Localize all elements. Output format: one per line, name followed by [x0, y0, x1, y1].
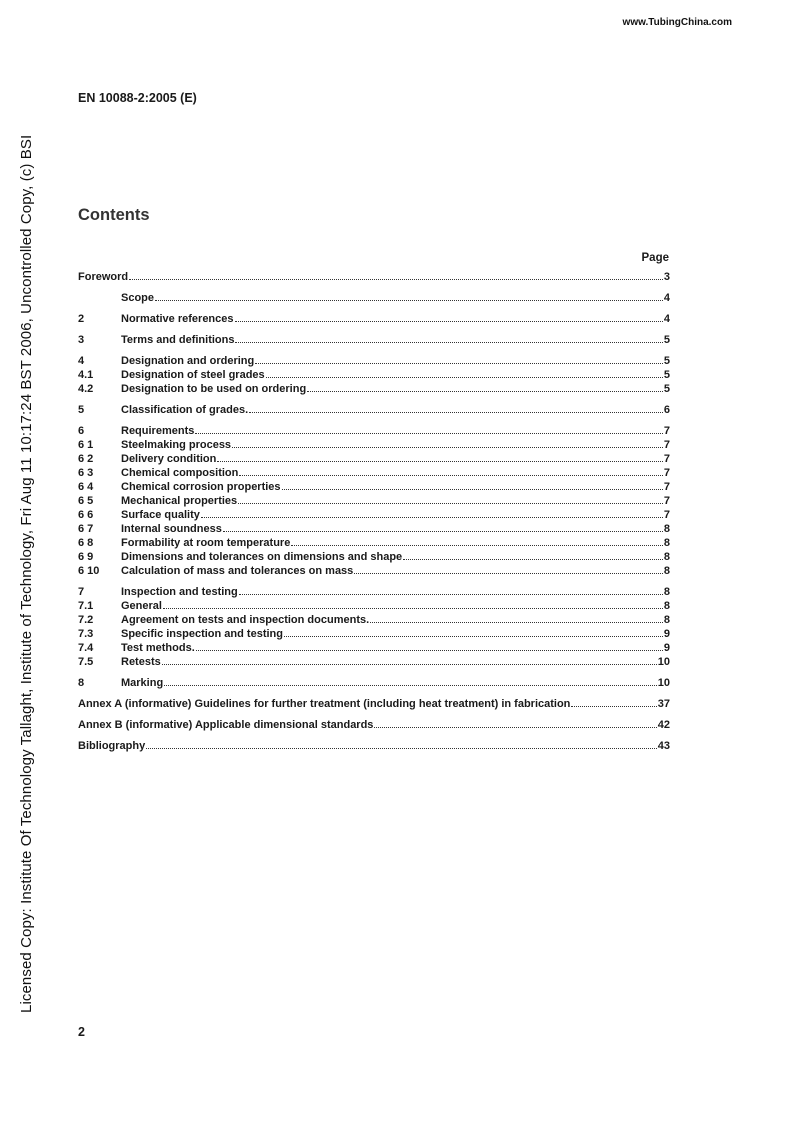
toc-entry-text: Formability at room temperature: [121, 537, 291, 549]
toc-entry-designation-steel-grades[interactable]: [78, 368, 670, 382]
toc-entry-text: Bibliography: [78, 740, 146, 752]
toc-entry-text: Annex B (informative) Applicable dimensional standards: [78, 719, 374, 731]
page-column-header: Page: [641, 252, 669, 264]
leader-dots: [239, 466, 663, 476]
leader-dots: [403, 550, 663, 560]
toc-entry-page: 5: [663, 355, 670, 367]
toc-entry-text: Agreement on tests and inspection documents.: [121, 614, 370, 626]
toc-entry-number: 6 9: [78, 551, 94, 563]
toc-entry-internal-soundness[interactable]: [78, 522, 670, 536]
toc-entry-text: Calculation of mass and tolerances on mass: [121, 565, 354, 577]
leader-dots: [374, 718, 656, 728]
toc-entry-steelmaking[interactable]: [78, 438, 670, 452]
leader-dots: [162, 655, 657, 665]
toc-entry-page: 8: [663, 600, 670, 612]
leader-dots: [255, 354, 663, 364]
toc-entry-mass-calculation[interactable]: [78, 564, 670, 578]
website-url: www.TubingChina.com: [622, 17, 732, 28]
leader-dots: [201, 508, 663, 518]
toc-entry-surface-quality[interactable]: [78, 508, 670, 522]
toc-entry-text: Annex A (informative) Guidelines for further treatment (including heat treatment) in fabrication: [78, 698, 571, 710]
toc-entry-number: 5: [78, 404, 85, 416]
toc-entry-text: Requirements: [121, 425, 195, 437]
toc-entry-formability[interactable]: [78, 536, 670, 550]
toc-entry-chemical-composition[interactable]: [78, 466, 670, 480]
toc-entry-number: 7.3: [78, 628, 94, 640]
toc-entry-number: 6: [78, 425, 85, 437]
toc-entry-page: 5: [663, 369, 670, 381]
toc-entry-agreement-documents[interactable]: [78, 613, 670, 627]
leader-dots: [249, 403, 663, 413]
toc-entry-number: 6 3: [78, 467, 94, 479]
leader-dots: [291, 536, 663, 546]
toc-entry-text: Foreword: [78, 271, 129, 283]
toc-entry-number: 7.1: [78, 600, 94, 612]
toc-entry-number: 6 7: [78, 523, 94, 535]
leader-dots: [282, 480, 663, 490]
toc-entry-retests[interactable]: [78, 655, 670, 669]
toc-entry-page: 5: [663, 383, 670, 395]
toc-entry-page: 5: [663, 334, 670, 346]
toc-entry-text: Test methods.: [121, 642, 195, 654]
toc-entry-text: Terms and definitions: [121, 334, 235, 346]
toc-entry-page: 7: [663, 509, 670, 521]
toc-entry-number: 6 5: [78, 495, 94, 507]
toc-entry-text: Chemical composition: [121, 467, 239, 479]
leader-dots: [266, 368, 663, 378]
leader-dots: [155, 291, 663, 301]
toc-entry-delivery-condition[interactable]: [78, 452, 670, 466]
toc-entry-number: 7.2: [78, 614, 94, 626]
toc-entry-text: Normative references: [121, 313, 234, 325]
toc-entry-text: Retests: [121, 656, 161, 668]
leader-dots: [164, 676, 657, 686]
toc-entry-text: Chemical corrosion properties: [121, 481, 281, 493]
license-notice: Licensed Copy: Institute Of Technology Tallaght, Institute of Technology, Fri Aug 11 10:17:24 BST 2006, Uncontrolled Copy, (c) BSI: [18, 134, 35, 1013]
toc-entry-page: 7: [663, 495, 670, 507]
toc-entry-requirements[interactable]: [78, 424, 670, 438]
toc-entry-number: 6 6: [78, 509, 94, 521]
leader-dots: [235, 312, 663, 322]
table-of-contents: [78, 270, 670, 753]
leader-dots: [196, 641, 663, 651]
toc-entry-page: 42: [657, 719, 670, 731]
toc-entry-number: 3: [78, 334, 85, 346]
toc-entry-dimensions-tolerances[interactable]: [78, 550, 670, 564]
page-number: 2: [78, 1025, 85, 1039]
toc-entry-marking[interactable]: [78, 676, 670, 690]
toc-entry-page: 8: [663, 614, 670, 626]
toc-entry-foreword[interactable]: [78, 270, 670, 284]
toc-entry-classification[interactable]: [78, 403, 670, 417]
leader-dots: [354, 564, 663, 574]
toc-entry-text: Designation of steel grades: [121, 369, 265, 381]
toc-entry-text: Marking: [121, 677, 164, 689]
toc-entry-designation-ordering-use[interactable]: [78, 382, 670, 396]
toc-entry-page: 8: [663, 523, 670, 535]
toc-entry-text: Specific inspection and testing: [121, 628, 283, 640]
toc-entry-number: 6 10: [78, 565, 100, 577]
leader-dots: [307, 382, 663, 392]
leader-dots: [223, 522, 663, 532]
toc-entry-text: Classification of grades.: [121, 404, 249, 416]
toc-entry-annex-a[interactable]: [78, 697, 670, 711]
toc-entry-normative-references[interactable]: [78, 312, 670, 326]
toc-entry-page: 6: [663, 404, 670, 416]
toc-entry-number: 8: [78, 677, 85, 689]
toc-entry-text: Inspection and testing: [121, 586, 238, 598]
leader-dots: [238, 494, 663, 504]
toc-entry-annex-b[interactable]: [78, 718, 670, 732]
leader-dots: [232, 438, 663, 448]
toc-entry-text: General: [121, 600, 162, 612]
toc-entry-page: 9: [663, 628, 670, 640]
toc-entry-mechanical-properties[interactable]: [78, 494, 670, 508]
toc-entry-page: 7: [663, 467, 670, 479]
leader-dots: [235, 333, 662, 343]
toc-entry-page: 7: [663, 425, 670, 437]
toc-entry-text: Surface quality: [121, 509, 200, 521]
toc-entry-page: 8: [663, 565, 670, 577]
toc-entry-chemical-corrosion[interactable]: [78, 480, 670, 494]
leader-dots: [195, 424, 663, 434]
toc-entry-general[interactable]: [78, 599, 670, 613]
toc-entry-page: 7: [663, 453, 670, 465]
toc-entry-number: 6 8: [78, 537, 94, 549]
leader-dots: [146, 739, 657, 749]
leader-dots: [571, 697, 656, 707]
toc-entry-number: 4.2: [78, 383, 94, 395]
leader-dots: [370, 613, 663, 623]
standard-id: EN 10088-2:2005 (E): [78, 91, 197, 105]
toc-entry-terms-definitions[interactable]: [78, 333, 670, 347]
toc-entry-number: 6 2: [78, 453, 94, 465]
toc-entry-text: Dimensions and tolerances on dimensions and shape: [121, 551, 403, 563]
toc-entry-number: 7.4: [78, 642, 94, 654]
toc-entry-scope[interactable]: [78, 291, 670, 305]
toc-entry-page: 8: [663, 551, 670, 563]
toc-entry-text: Mechanical properties: [121, 495, 238, 507]
toc-entry-page: 4: [663, 292, 670, 304]
toc-entry-specific-inspection[interactable]: [78, 627, 670, 641]
toc-entry-text: Designation and ordering: [121, 355, 255, 367]
toc-entry-text: Designation to be used on ordering: [121, 383, 307, 395]
toc-entry-text: Internal soundness: [121, 523, 222, 535]
toc-entry-page: 10: [657, 677, 670, 689]
leader-dots: [217, 452, 663, 462]
toc-entry-page: 8: [663, 537, 670, 549]
toc-entry-test-methods[interactable]: [78, 641, 670, 655]
toc-entry-number: 6 1: [78, 439, 94, 451]
toc-entry-number: 7: [78, 586, 85, 598]
toc-entry-number: 4.1: [78, 369, 94, 381]
toc-entry-text: Scope: [121, 292, 155, 304]
toc-entry-page: 7: [663, 439, 670, 451]
toc-entry-inspection-testing[interactable]: [78, 585, 670, 599]
toc-entry-page: 8: [663, 586, 670, 598]
toc-entry-number: 6 4: [78, 481, 94, 493]
toc-entry-designation-ordering[interactable]: [78, 354, 670, 368]
toc-entry-page: 4: [663, 313, 670, 325]
leader-dots: [163, 599, 663, 609]
toc-entry-bibliography[interactable]: [78, 739, 670, 753]
toc-entry-text: Delivery condition: [121, 453, 217, 465]
page-title: Contents: [78, 206, 150, 224]
toc-entry-page: 9: [663, 642, 670, 654]
toc-entry-number: 2: [78, 313, 85, 325]
leader-dots: [129, 270, 663, 280]
leader-dots: [284, 627, 663, 637]
toc-entry-page: 10: [657, 656, 670, 668]
toc-entry-page: 37: [657, 698, 670, 710]
toc-entry-page: 7: [663, 481, 670, 493]
toc-entry-page: 3: [663, 271, 670, 283]
toc-entry-number: 7.5: [78, 656, 94, 668]
toc-entry-page: 43: [657, 740, 670, 752]
toc-entry-text: Steelmaking process: [121, 439, 232, 451]
toc-entry-number: 4: [78, 355, 85, 367]
leader-dots: [239, 585, 663, 595]
